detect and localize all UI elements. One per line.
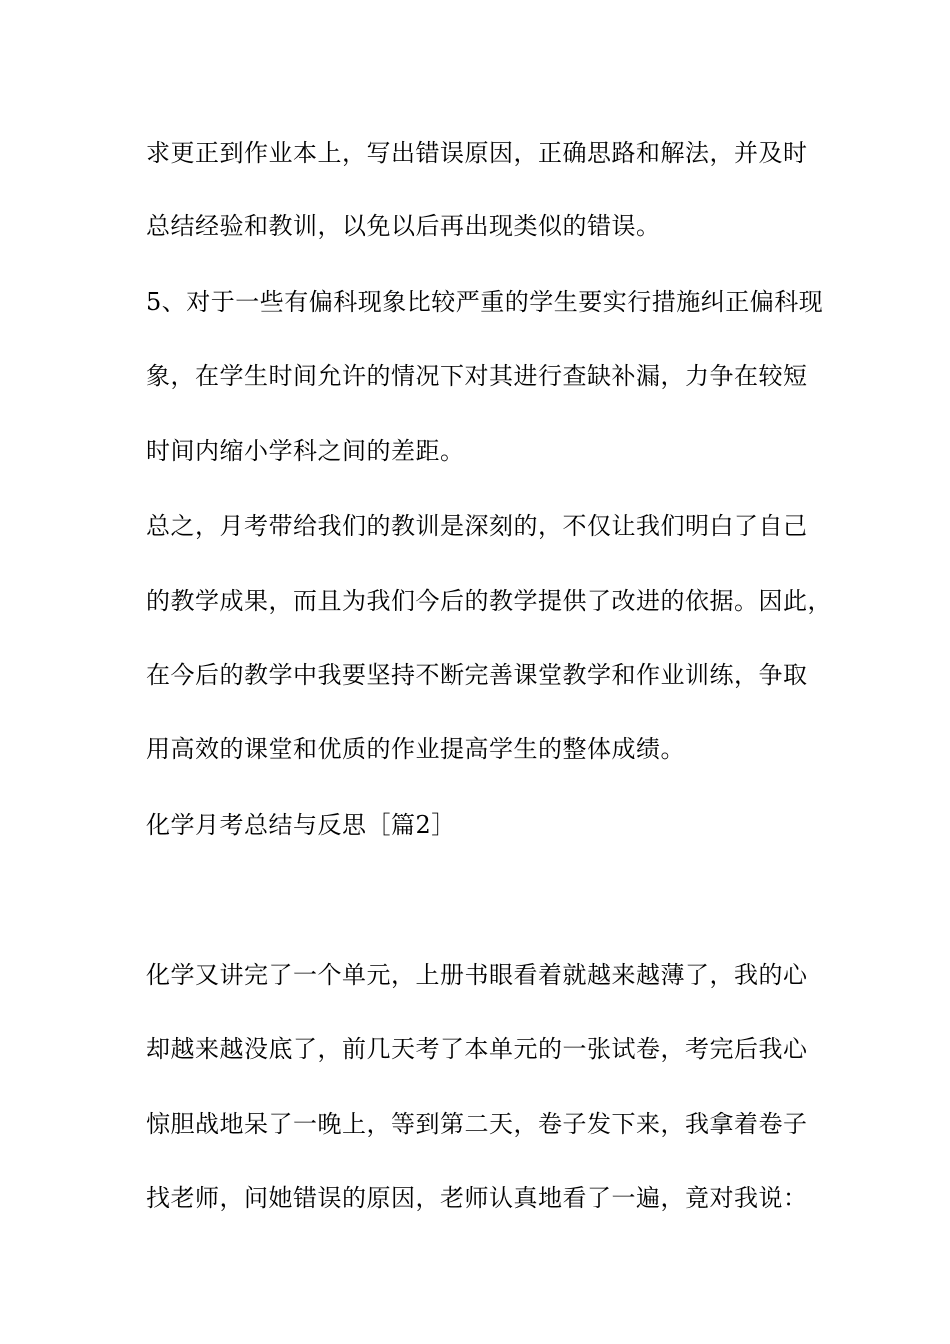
paragraph-line: 总结经验和教训，以免以后再出现类似的错误。 (146, 212, 661, 240)
paragraph-line: 化学又讲完了一个单元，上册书眼看着就越来越薄了，我的心 (146, 961, 808, 989)
paragraph-line: 象，在学生时间允许的情况下对其进行查缺补漏，力争在较短 (146, 362, 808, 390)
list-item-5-line: 5、对于一些有偏科现象比较严重的学生要实行措施纠正偏科现 (146, 288, 824, 316)
paragraph-line: 时间内缩小学科之间的差距。 (146, 437, 465, 465)
section-heading: 化学月考总结与反思［篇2］ (146, 811, 456, 839)
paragraph-line: 找老师，问她错误的原因，老师认真地看了一遍，竟对我说： (146, 1184, 808, 1212)
paragraph-line: 却越来越没底了，前几天考了本单元的一张试卷，考完后我心 (146, 1035, 808, 1063)
paragraph-line: 用高效的课堂和优质的作业提高学生的整体成绩。 (146, 735, 685, 763)
paragraph-line: 的教学成果，而且为我们今后的教学提供了改进的依据。因此， (146, 587, 832, 615)
paragraph-line: 惊胆战地呆了一晚上，等到第二天，卷子发下来，我拿着卷子 (146, 1110, 808, 1138)
paragraph-line: 求更正到作业本上，写出错误原因，正确思路和解法，并及时 (146, 139, 808, 167)
paragraph-line: 在今后的教学中我要坚持不断完善课堂教学和作业训练，争取 (146, 661, 808, 689)
conclusion-line: 总之，月考带给我们的教训是深刻的，不仅让我们明白了自己 (146, 512, 808, 540)
